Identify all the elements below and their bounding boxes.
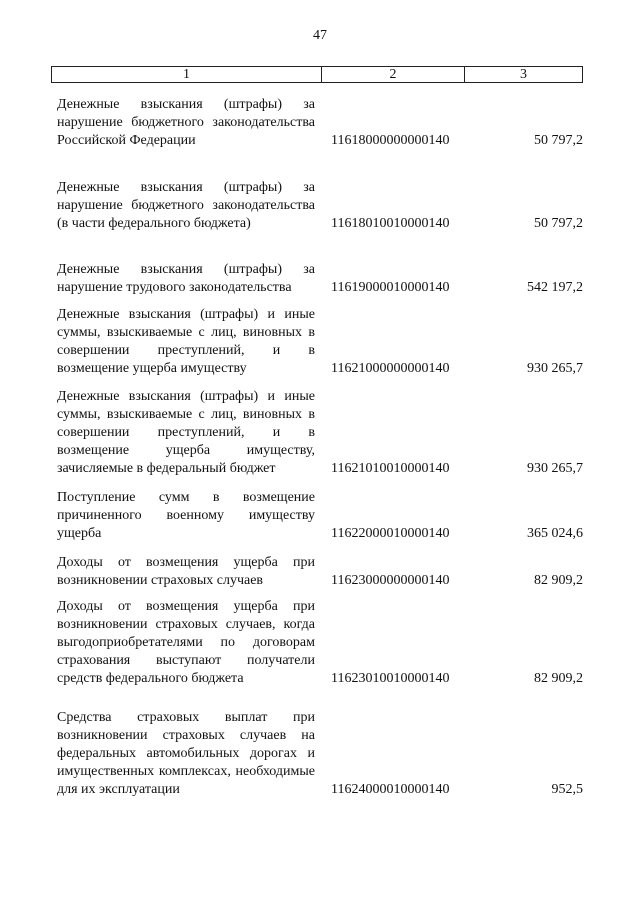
table-header (51, 66, 583, 83)
row-code: 11618010010000140 (331, 216, 450, 231)
header-col-2: 2 (322, 67, 465, 82)
row-amount: 930 265,7 (527, 461, 583, 476)
table-row (57, 709, 583, 799)
row-description: Денежные взыскания (штрафы) за нарушение бюджетного законодательства Российской Федерации (57, 97, 315, 148)
table-row (57, 554, 583, 590)
row-code: 11619000010000140 (331, 280, 450, 295)
row-code: 11621010010000140 (331, 461, 450, 476)
row-code: 11622000010000140 (331, 526, 450, 541)
row-description: Доходы от возмещения ущерба при возникновении страховых случаев, когда выгодоприобретателями по договорам страхования выступают получатели средств федерального бюджета (57, 599, 315, 686)
header-col-1: 1 (52, 67, 322, 82)
table-row (57, 489, 583, 543)
row-description: Денежные взыскания (штрафы) за нарушение бюджетного законодательства (в части федерального бюджета) (57, 180, 315, 231)
row-amount: 82 909,2 (534, 671, 583, 686)
row-amount: 50 797,2 (534, 216, 583, 231)
row-amount: 365 024,6 (527, 526, 583, 541)
row-amount: 50 797,2 (534, 133, 583, 148)
row-amount: 82 909,2 (534, 573, 583, 588)
row-amount: 952,5 (551, 782, 583, 797)
row-amount: 930 265,7 (527, 361, 583, 376)
table-row (57, 179, 583, 233)
page-number: 47 (313, 28, 327, 43)
row-description: Поступление сумм в возмещение причиненного военному имуществу ущерба (57, 490, 315, 541)
row-code: 11624000010000140 (331, 782, 450, 797)
row-description: Средства страховых выплат при возникновении страховых случаев на федеральных автомобильных дорогах и имущественных комплексах, необходимые для их эксплуатации (57, 710, 315, 797)
row-amount: 542 197,2 (527, 280, 583, 295)
row-description: Денежные взыскания (штрафы) за нарушение трудового законодательства (57, 262, 315, 295)
header-col-3: 3 (520, 67, 527, 82)
row-description: Денежные взыскания (штрафы) и иные суммы, взыскиваемые с лиц, виновных в совершении преступлений, и в возмещение ущерба имуществу (57, 307, 315, 376)
table-row (57, 306, 583, 378)
row-code: 11623000000000140 (331, 573, 450, 588)
row-code: 11618000000000140 (331, 133, 450, 148)
table-row (57, 598, 583, 688)
row-description: Денежные взыскания (штрафы) и иные суммы, взыскиваемые с лиц, виновных в совершении преступлений, и в возмещение ущерба имуществу, зачисляемые в федеральный бюджет (57, 389, 315, 476)
table-row (57, 388, 583, 478)
table-row (57, 96, 583, 150)
row-code: 11623010010000140 (331, 671, 450, 686)
row-description: Доходы от возмещения ущерба при возникновении страховых случаев (57, 555, 315, 588)
row-code: 11621000000000140 (331, 361, 450, 376)
table-row (57, 261, 583, 297)
